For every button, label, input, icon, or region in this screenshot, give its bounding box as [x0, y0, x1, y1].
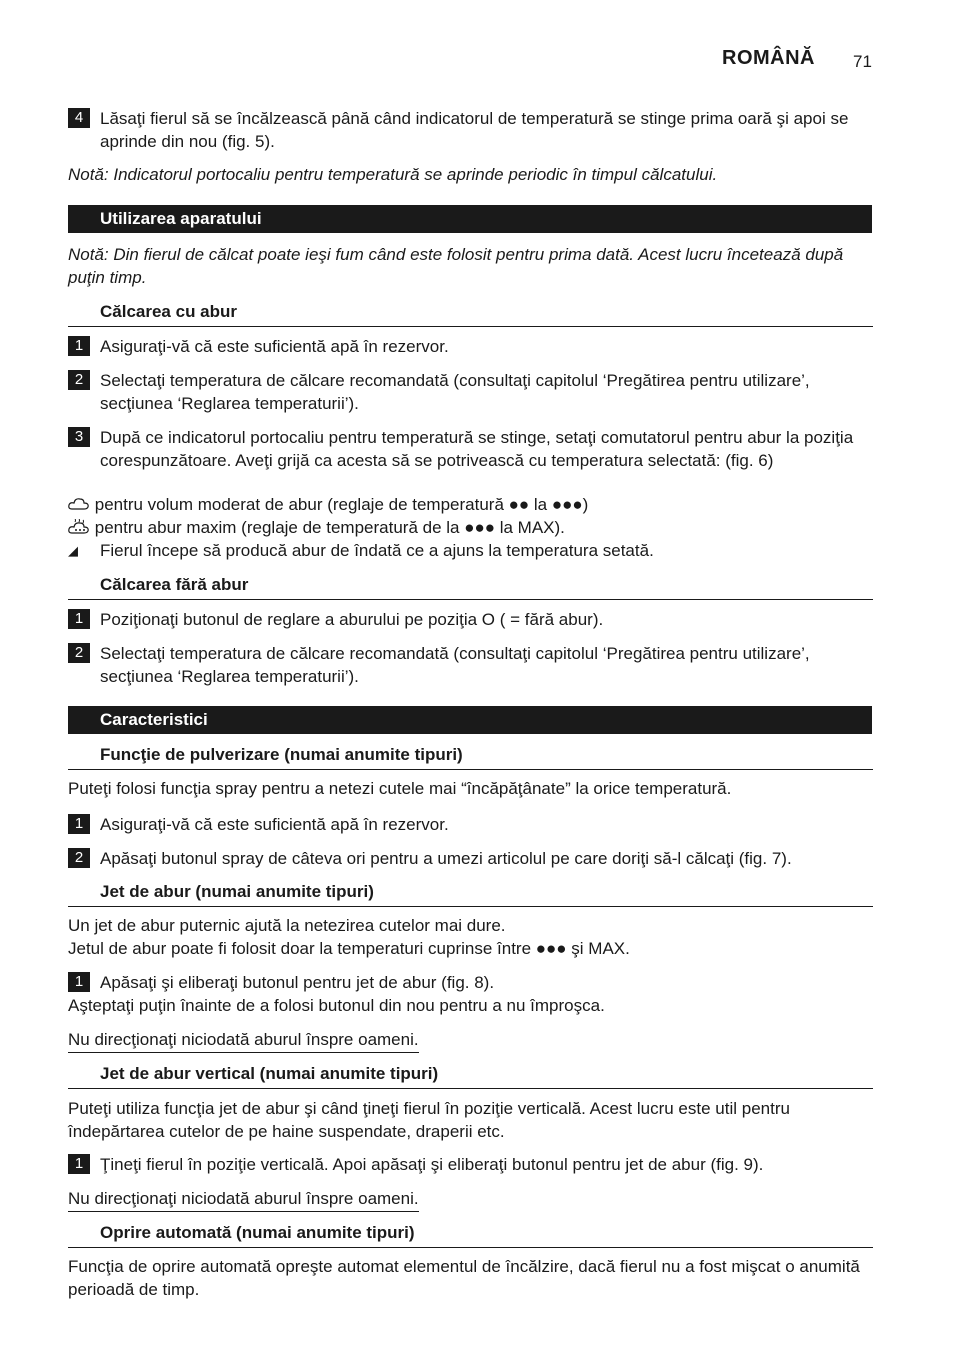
- step-item: [68, 107, 874, 153]
- page-number: 71: [853, 52, 872, 71]
- bullet-text: Fierul începe să producă abur de îndată ce a ajuns la temperatura setată.: [100, 541, 654, 560]
- step-item: [68, 1153, 874, 1176]
- note-text: Notă: Indicatorul portocaliu pentru temperatură se aprinde periodic în timpul călcatului.: [68, 165, 718, 184]
- cloud-steam-max-icon: [68, 519, 90, 535]
- step-item: [68, 847, 874, 870]
- step-text: Asiguraţi-vă că este suficientă apă în rezervor.: [100, 815, 449, 834]
- option-text: pentru abur maxim (reglaje de temperatură de la ●●● la MAX).: [94, 518, 565, 537]
- step-text: Selectaţi temperatura de călcare recomandată (consultaţi capitolul ‘Pregătirea pentru utilizare’, secţiunea ‘Reglarea temperaturii’).: [100, 644, 810, 686]
- step-number: 3: [68, 427, 90, 447]
- step-item: [68, 369, 874, 415]
- option-moderate: [68, 493, 874, 516]
- step-number: 1: [68, 814, 90, 834]
- warning-text: Nu direcţionaţi niciodată aburul înspre oameni.: [68, 1028, 419, 1053]
- step-text: Apăsaţi şi eliberaţi butonul pentru jet de abur (fig. 8).: [100, 973, 495, 992]
- subsection-title-jet: Jet de abur (numai anumite tipuri): [68, 880, 873, 907]
- option-maximum: [68, 516, 874, 539]
- step-text: Apăsaţi butonul spray de câteva ori pentru a umezi articolul pe care doriţi să-l călcaţi (fig. 7).: [100, 849, 792, 868]
- step-text: Lăsaţi fierul să se încălzească până când indicatorul de temperatură se stinge prima oară şi apoi se aprinde din nou (fig. 5).: [100, 109, 849, 151]
- option-text: pentru volum moderat de abur (reglaje de temperatură ●● la ●●●): [94, 495, 589, 514]
- step-number: 1: [68, 336, 90, 356]
- step-number: 2: [68, 848, 90, 868]
- subsection-title-oprire: Oprire automată (numai anumite tipuri): [68, 1221, 873, 1248]
- step-text: Asiguraţi-vă că este suficientă apă în rezervor.: [100, 337, 449, 356]
- step-item: [68, 426, 874, 472]
- step-number: 2: [68, 643, 90, 663]
- step-item: [68, 335, 874, 358]
- cloud-steam-icon: [68, 497, 90, 511]
- subsection-title-fara-abur: Călcarea fără abur: [68, 573, 873, 600]
- step-number: 4: [68, 108, 90, 128]
- step-number: 1: [68, 1154, 90, 1174]
- section-title-utilizarea: Utilizarea aparatului: [68, 205, 872, 233]
- subsection-title-pulverizare: Funcţie de pulverizare (numai anumite tipuri): [68, 743, 873, 770]
- paragraph: Puteţi utiliza funcţia jet de abur şi când ţineţi fierul în poziţie verticală. Acest lucru este util pentru îndepărtarea cutelor de pe haine suspendate, draperii etc.: [68, 1099, 790, 1141]
- paragraph: Funcţia de oprire automată opreşte automat elementul de încălzire, dacă fierul nu a fost mişcat o anumită perioadă de timp.: [68, 1257, 860, 1299]
- step-text: Selectaţi temperatura de călcare recomandată (consultaţi capitolul ‘Pregătirea pentru utilizare’, secţiunea ‘Reglarea temperaturii’).: [100, 371, 810, 413]
- step-item: [68, 642, 874, 688]
- subsection-title-jet-vertical: Jet de abur vertical (numai anumite tipuri): [68, 1062, 873, 1089]
- note-text: Notă: Din fierul de călcat poate ieşi fum când este folosit pentru prima dată. Acest lucru încetează după puţin timp.: [68, 245, 844, 287]
- language-header: ROMÂNĂ: [722, 47, 815, 69]
- step-text: Ţineţi fierul în poziţie verticală. Apoi apăsaţi şi eliberaţi butonul pentru jet de abur (fig. 9).: [100, 1155, 764, 1174]
- arrow-bullet-icon: ◢: [68, 543, 78, 558]
- paragraph: Un jet de abur puternic ajută la netezirea cutelor mai dure.: [68, 916, 506, 935]
- step-number: 1: [68, 609, 90, 629]
- step-item: [68, 813, 874, 836]
- paragraph: Puteţi folosi funcţia spray pentru a netezi cutele mai “încăpăţânate” la orice temperatură.: [68, 779, 732, 798]
- step-number: 2: [68, 370, 90, 390]
- warning-text: Nu direcţionaţi niciodată aburul înspre oameni.: [68, 1187, 419, 1212]
- bullet-item: [68, 539, 874, 562]
- section-title-caracteristici: Caracteristici: [68, 706, 872, 734]
- step-text: După ce indicatorul portocaliu pentru temperatură se stinge, setaţi comutatorul pentru abur la poziţia corespunzătoare. Aveţi grijă ca acesta să se potrivească cu temperatura selectată: (fig. 6): [100, 428, 854, 470]
- paragraph: Jetul de abur poate fi folosit doar la temperaturi cuprinse între ●●● şi MAX.: [68, 939, 630, 958]
- step-item: [68, 971, 874, 994]
- paragraph: Aşteptaţi puţin înainte de a folosi butonul din nou pentru a nu împroşca.: [68, 996, 605, 1015]
- step-text: Poziţionaţi butonul de reglare a aburului pe poziţia O ( = fără abur).: [100, 610, 604, 629]
- step-number: 1: [68, 972, 90, 992]
- step-item: [68, 608, 874, 631]
- subsection-title-abur: Călcarea cu abur: [68, 300, 873, 327]
